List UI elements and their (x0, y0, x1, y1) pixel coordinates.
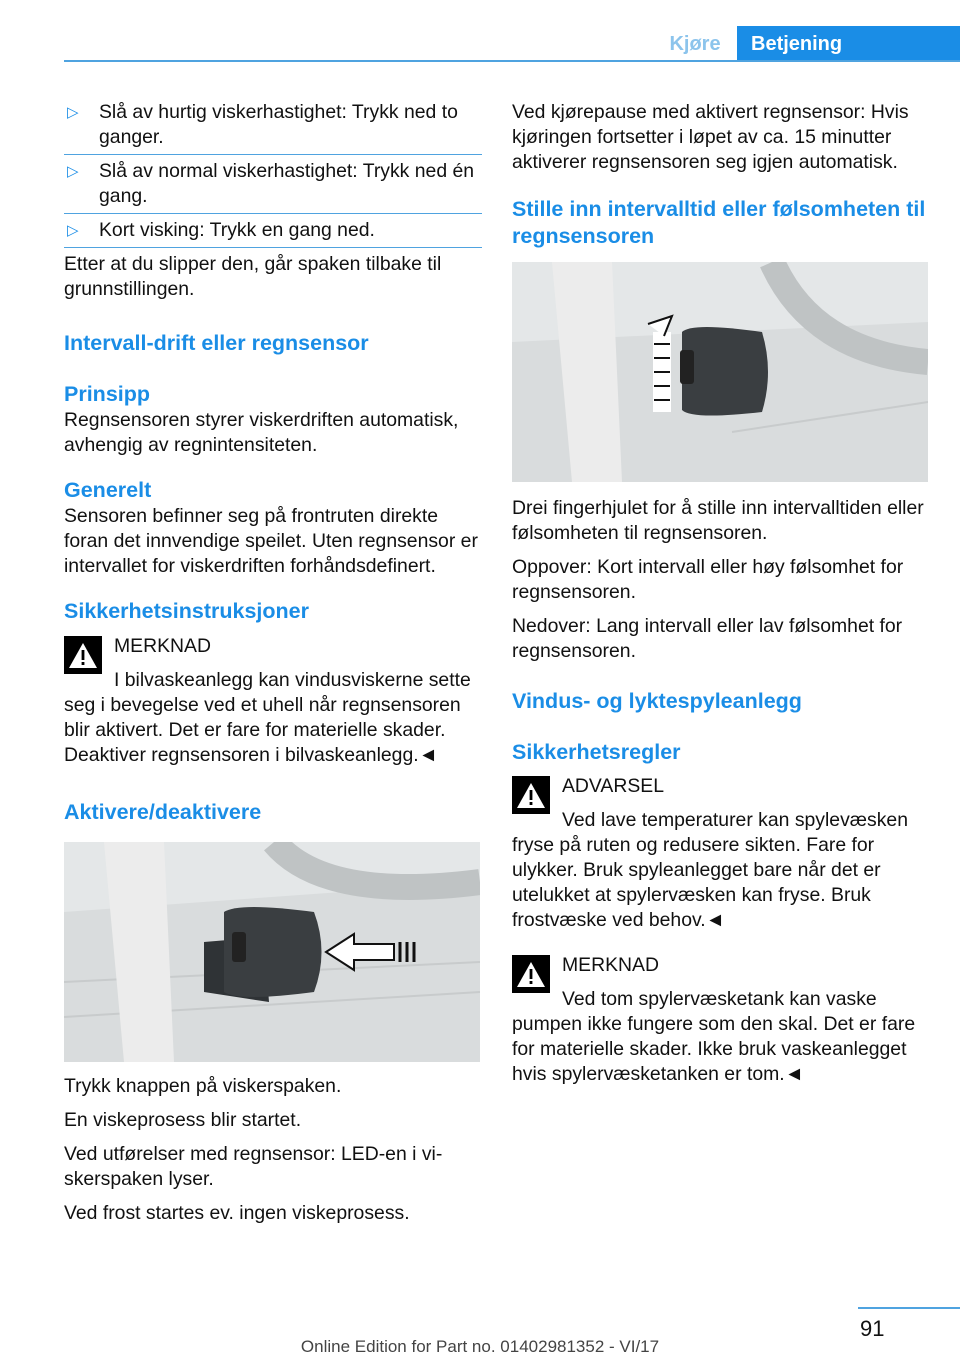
caption-press-button: Trykk knappen på viskerspaken. (64, 1075, 342, 1097)
heading-generelt: Generelt (64, 478, 152, 502)
wiper-speed-list (64, 100, 482, 243)
heading-aktivere: Aktivere/deaktivere (64, 800, 262, 824)
notice2-title: MERKNAD (562, 954, 659, 976)
triangle-bullet-icon: ▷ (67, 163, 79, 180)
edition-footer: Online Edition for Part no. 01402981352 - VI/17 (300, 1337, 660, 1356)
notice-body: seg i bevegelse ved et uhell når regnsensoren blir aktivert. Det er fare for materielle skader. Deaktiver regnsensoren i bilvaskeanlegg.◄ (64, 694, 461, 766)
caption-frost: Ved frost startes ev. ingen viskeprosess. (64, 1202, 410, 1224)
list-item (64, 159, 482, 209)
heading-interval: Intervall-drift eller regnsensor (64, 331, 369, 355)
header-section-tab[interactable]: Kjøre (669, 33, 721, 55)
warning-triangle-icon (64, 636, 102, 674)
notice-box (64, 634, 482, 693)
triangle-bullet-icon: ▷ (67, 222, 79, 239)
left-column (64, 100, 482, 1235)
warning-triangle-icon (512, 955, 550, 993)
list-item (64, 218, 482, 243)
prinsipp-paragraph: Regnsensoren styrer viskerdriften automatisk, avhengig av regnintensiteten. (64, 409, 459, 456)
wiper-button-illustration (64, 842, 480, 1062)
thumbwheel-paragraph: Drei fingerhjulet for å stille inn intervalltiden eller følsomheten til regnsensoren. (512, 497, 924, 544)
caption-wipe-started: En viskeprosess blir startet. (64, 1109, 302, 1131)
list-item-text: Kort visking: Trykk en gang ned. (99, 219, 375, 241)
header-chapter-tab[interactable]: Betjening (737, 26, 960, 62)
oppover-paragraph: Oppover: Kort intervall eller høy følsomhet for regnsensoren. (512, 556, 904, 603)
list-item-text: Slå av hurtig viskerhastighet: Trykk ned to ganger. (99, 101, 458, 148)
generelt-paragraph: Sensoren befinner seg på frontruten direkte foran det innvendige speilet. Uten regnsensor er intervallet for viskerdriften forhåndsdefinert. (64, 505, 478, 577)
notice-box-2 (512, 953, 930, 1012)
pause-paragraph: Ved kjørepause med aktivert regnsensor: Hvis kjøringen fortsetter i løpet av ca. 15 minutter aktiverer regnsensoren seg igjen automatisk. (512, 101, 909, 173)
caption-led: Ved utførelser med regnsensor: LED-en i viskerspaken lyser. (64, 1143, 443, 1190)
warning-triangle-icon (512, 776, 550, 814)
heading-vindus: Vindus- og lyktespyleanlegg (512, 689, 802, 713)
notice2-body: pumpen ikke fungere som den skal. Det er fare for materielle skader. Ikke bruk vaskeanlegget hvis spylervæsketanken er tom.◄ (512, 1013, 916, 1085)
warning-body: fryse på ruten og redusere sikten. Fare for ulykker. Bruk spyleanlegget bare når det er utelukket at spylervæsken kan fryse. Bruk frostvæske ved behov.◄ (512, 834, 881, 931)
release-paragraph: Etter at du slipper den, går spaken tilbake til grunnstillingen. (64, 253, 442, 300)
header-rule (64, 60, 960, 62)
heading-prinsipp: Prinsipp (64, 382, 151, 406)
warning-box (512, 774, 930, 833)
list-item (64, 100, 482, 150)
right-column (512, 100, 930, 1087)
footer-rule (858, 1307, 960, 1309)
heading-stille-inn: Stille inn intervalltid eller følsomheten til regnsensoren (512, 197, 926, 248)
list-item-text: Slå av normal viskerhastighet: Trykk ned én gang. (99, 160, 475, 207)
heading-sikkerhetsregler: Sikkerhetsregler (512, 740, 681, 764)
heading-sikkerhet: Sikkerhetsinstruksjoner (64, 599, 309, 623)
notice-first-line: I bilvaskeanlegg kan vindusviskerne sette (114, 669, 471, 691)
page-number: 91 (860, 1316, 885, 1341)
warning-first-line: Ved lave temperaturer kan spylevæsken (562, 809, 908, 831)
thumbwheel-illustration (512, 262, 928, 482)
warning-title: ADVARSEL (562, 775, 665, 797)
triangle-bullet-icon: ▷ (67, 104, 79, 121)
nedover-paragraph: Nedover: Lang intervall eller lav følsomhet for regnsensoren. (512, 615, 903, 662)
notice2-first-line: Ved tom spylervæsketank kan vaske (562, 988, 877, 1010)
notice-title: MERKNAD (114, 635, 211, 657)
